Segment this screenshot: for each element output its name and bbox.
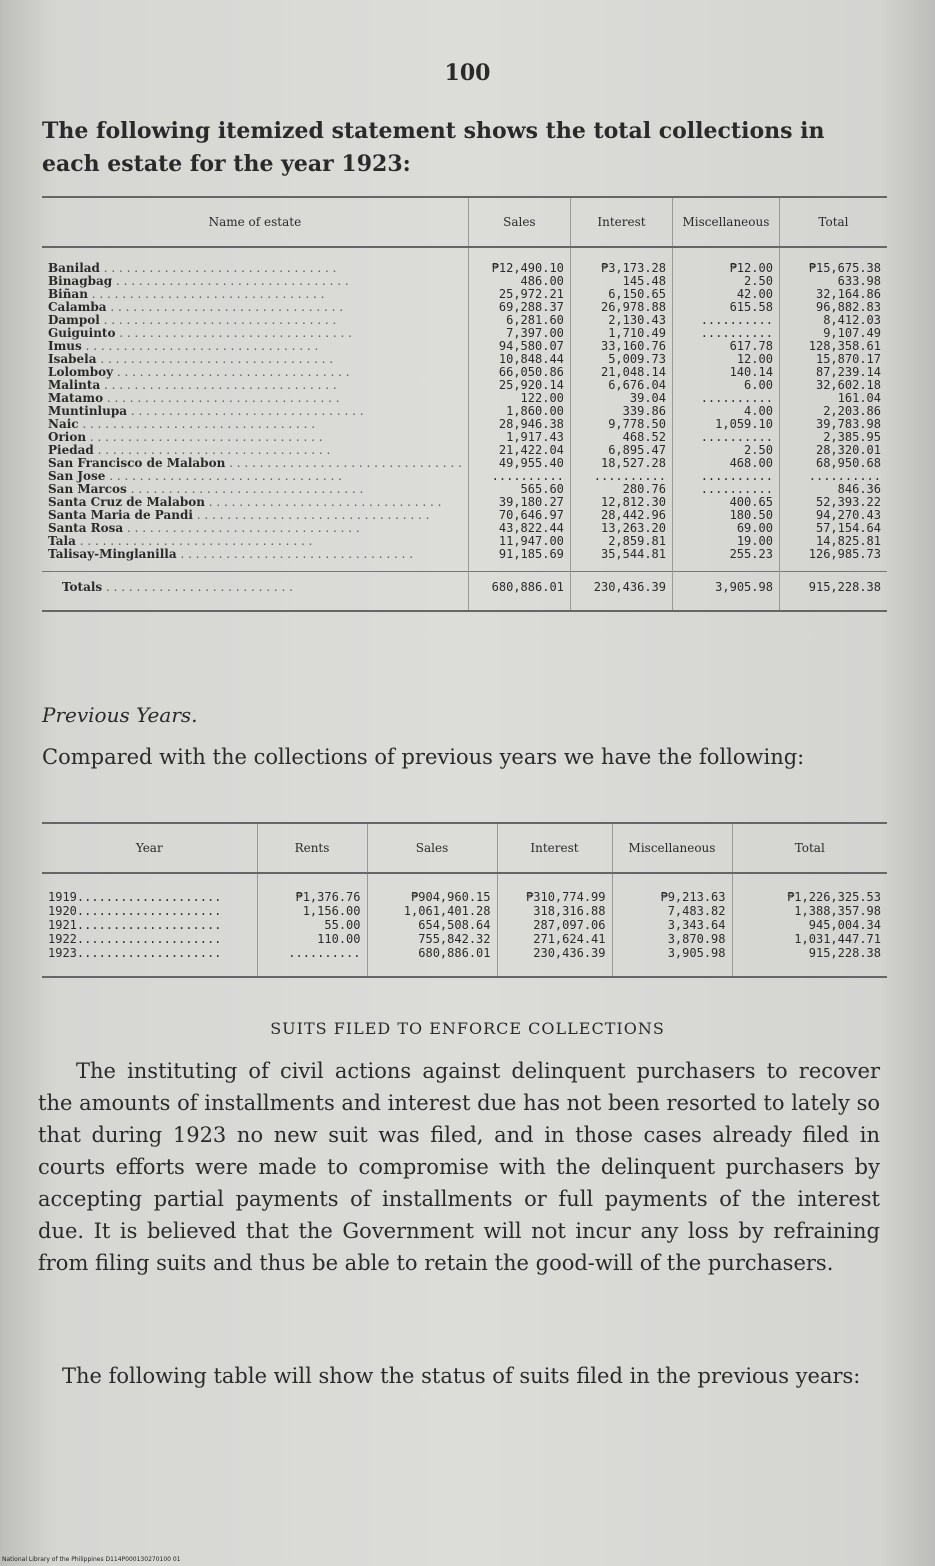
cell-misc: 69.00 xyxy=(673,522,780,535)
cell-total: 15,870.17 xyxy=(779,353,887,366)
suits-paragraph: The instituting of civil actions against delinquent purchasers to recover the amounts of installments and interest due has not been resorted to lately so that during 1923 no new suit was filed, and in those cases already filed in courts efforts were made to compromise with the delinquent purchasers by accepting partial payments of installments or full payments of the interest due. It is believed that the Government will not incur any loss by refraining from filing suits and thus be able to retain the good-will of the purchasers. xyxy=(38,1059,880,1275)
cell-total: 32,602.18 xyxy=(779,379,887,392)
dot-leader: . . . . . . . . . . . . . . . . . . . . . . . . . . . . . . . xyxy=(115,327,352,340)
cell-total: 39,783.98 xyxy=(779,418,887,431)
cell-total: 2,385.95 xyxy=(779,431,887,444)
suits-follow-paragraph: The following table will show the status of suits filed in the previous years: xyxy=(62,1364,861,1388)
cell-sales: 755,842.32 xyxy=(367,932,497,946)
cell-sales: 28,946.38 xyxy=(468,418,570,431)
cell-interest: 230,436.39 xyxy=(497,946,612,977)
dot-leader: . . . . . . . . . . . . . . . . . . . . . . . . . . . . . . . xyxy=(103,392,340,405)
cell-misc: 6.00 xyxy=(673,379,780,392)
cell-total: ₱1,226,325.53 xyxy=(732,873,887,904)
dot-leader: .................... xyxy=(76,932,222,946)
cell-misc: .......... xyxy=(673,314,780,327)
cell-misc: 140.14 xyxy=(673,366,780,379)
cell-sales: ₱904,960.15 xyxy=(367,873,497,904)
cell-interest: 468.52 xyxy=(570,431,672,444)
cell-interest: 9,778.50 xyxy=(570,418,672,431)
cell-interest: 13,263.20 xyxy=(570,522,672,535)
cell-interest: 2,130.43 xyxy=(570,314,672,327)
cell-sales: 25,972.21 xyxy=(468,288,570,301)
cell-interest: 287,097.06 xyxy=(497,918,612,932)
cell-rents: 1,156.00 xyxy=(257,904,367,918)
cell-misc: .......... xyxy=(673,470,780,483)
cell-sales: 1,860.00 xyxy=(468,405,570,418)
cell-interest: 5,009.73 xyxy=(570,353,672,366)
cell-misc: 617.78 xyxy=(673,340,780,353)
table-row xyxy=(42,904,887,918)
estate-name: Muntinlupa . . . . . . . . . . . . . . . . . . . . . . . . . . . . . . . xyxy=(48,405,364,418)
cell-total: 633.98 xyxy=(779,275,887,288)
cell-misc: 3,905.98 xyxy=(612,946,732,977)
cell-sales: 21,422.04 xyxy=(468,444,570,457)
cell-sales: .......... xyxy=(468,470,570,483)
dot-leader: . . . . . . . . . . . . . . . . . . . . . . . . . . . . . . . xyxy=(127,405,364,418)
cell-sales: 486.00 xyxy=(468,275,570,288)
cell-misc: 2.50 xyxy=(673,275,780,288)
cell-sales: 49,955.40 xyxy=(468,457,570,470)
cell-total: 9,107.49 xyxy=(779,327,887,340)
dot-leader: .................... xyxy=(76,946,222,960)
dot-leader: . . . . . . . . . . . . . . . . . . . . . . . . . . . . . . . xyxy=(225,457,462,470)
cell-total: 52,393.22 xyxy=(779,496,887,509)
dot-leader: . . . . . . . . . . . . . . . . . . . . . . . . . . . . . . . xyxy=(86,431,323,444)
dot-leader: . . . . . . . . . . . . . . . . . . . . . . . . . . . . . . . xyxy=(81,340,319,353)
cell-sales: 94,580.07 xyxy=(468,340,570,353)
estate-name: Matamo . . . . . . . . . . . . . . . . . . . . . . . . . . . . . . . xyxy=(48,392,340,405)
cell-misc: .......... xyxy=(673,483,780,496)
header-interest: Interest xyxy=(497,823,612,873)
totals-label: Totals . . . . . . . . . . . . . . . . . . . . . . . . . xyxy=(42,572,468,612)
cell-interest: 6,895.47 xyxy=(570,444,672,457)
dot-leader: . . . . . . . . . . . . . . . . . . . . . . . . . . . . . . . xyxy=(87,288,325,301)
cell-sales: 10,848.44 xyxy=(468,353,570,366)
totals-interest: 230,436.39 xyxy=(570,572,672,612)
cell-total: ₱15,675.38 xyxy=(779,247,887,275)
cell-misc: 12.00 xyxy=(673,353,780,366)
dot-leader: . . . . . . . . . . . . . . . . . . . . . . . . . . . . . . . xyxy=(204,496,442,509)
table-row xyxy=(42,247,887,275)
cell-total: 14,825.81 xyxy=(779,535,887,548)
cell-rents: 55.00 xyxy=(257,918,367,932)
dot-leader: . . . . . . . . . . . . . . . . . . . . . . . . . . . . . . . xyxy=(123,522,360,535)
cell-total: 945,004.34 xyxy=(732,918,887,932)
cell-misc: 615.58 xyxy=(673,301,780,314)
dot-leader: . . . . . . . . . . . . . . . . . . . . . . . . . . . . . . . xyxy=(126,483,364,496)
years-table-body xyxy=(42,873,887,977)
cell-interest: .......... xyxy=(570,470,672,483)
cell-misc: 1,059.10 xyxy=(673,418,780,431)
cell-interest: 26,978.88 xyxy=(570,301,672,314)
cell-total: 57,154.64 xyxy=(779,522,887,535)
estate-name: Calamba . . . . . . . . . . . . . . . . . . . . . . . . . . . . . . . xyxy=(48,301,344,314)
cell-year: 1923.................... xyxy=(48,946,222,960)
dot-leader: . . . . . . . . . . . . . . . . . . . . . . . . . . . . . . . xyxy=(112,275,349,288)
cell-total: 96,882.83 xyxy=(779,301,887,314)
cell-total: 28,320.01 xyxy=(779,444,887,457)
estate-name: Orion . . . . . . . . . . . . . . . . . . . . . . . . . . . . . . . xyxy=(48,431,323,444)
cell-sales: ₱12,490.10 xyxy=(468,247,570,275)
estate-name: Guiguinto . . . . . . . . . . . . . . . . . . . . . . . . . . . . . . . xyxy=(48,327,352,340)
cell-interest: 6,150.65 xyxy=(570,288,672,301)
header-total: Total xyxy=(779,197,887,247)
estate-totals-row xyxy=(42,572,887,612)
table-row xyxy=(42,918,887,932)
totals-sales: 680,886.01 xyxy=(468,572,570,612)
estate-name: Talisay-Minglanilla . . . . . . . . . . . . . . . . . . . . . . . . . . . . . . . xyxy=(48,548,414,561)
estate-collections-table xyxy=(42,196,887,612)
page-number: 100 xyxy=(444,60,491,86)
cell-sales: 69,288.37 xyxy=(468,301,570,314)
dot-leader: .................... xyxy=(76,890,222,904)
estate-name: Imus . . . . . . . . . . . . . . . . . . . . . . . . . . . . . . . xyxy=(48,340,319,353)
cell-total: 1,031,447.71 xyxy=(732,932,887,946)
estate-name: Dampol . . . . . . . . . . . . . . . . . . . . . . . . . . . . . . . xyxy=(48,314,337,327)
header-miscellaneous: Miscellaneous xyxy=(673,197,780,247)
header-sales: Sales xyxy=(367,823,497,873)
header-interest: Interest xyxy=(570,197,672,247)
header-name-of-estate: Name of estate xyxy=(42,197,468,247)
cell-total: 87,239.14 xyxy=(779,366,887,379)
dot-leader: . . . . . . . . . . . . . . . . . . . . . . . . . . . . . . . xyxy=(78,418,316,431)
estate-name: Tala . . . . . . . . . . . . . . . . . . . . . . . . . . . . . . . xyxy=(48,535,313,548)
previous-years-table xyxy=(42,822,887,978)
cell-misc: 3,870.98 xyxy=(612,932,732,946)
cell-total: 915,228.38 xyxy=(732,946,887,977)
estate-name: Malinta . . . . . . . . . . . . . . . . . . . . . . . . . . . . . . . xyxy=(48,379,337,392)
header-miscellaneous: Miscellaneous xyxy=(612,823,732,873)
intro-paragraph: The following itemized statement shows the total collections in each estate for the year 1923: xyxy=(42,118,825,177)
cell-year: 1922.................... xyxy=(48,932,222,946)
estate-name: Santa Rosa . . . . . . . . . . . . . . . . . . . . . . . . . . . . . . . xyxy=(48,522,360,535)
cell-misc: 180.50 xyxy=(673,509,780,522)
cell-total: 32,164.86 xyxy=(779,288,887,301)
dot-leader: . . . . . . . . . . . . . . . . . . . . . . . . . . . . . . . xyxy=(192,509,430,522)
cell-interest: ₱3,173.28 xyxy=(570,247,672,275)
cell-interest: 339.86 xyxy=(570,405,672,418)
cell-misc: 2.50 xyxy=(673,444,780,457)
cell-total: 94,270.43 xyxy=(779,509,887,522)
cell-interest: 18,527.28 xyxy=(570,457,672,470)
cell-sales: 1,061,401.28 xyxy=(367,904,497,918)
cell-interest: 28,442.96 xyxy=(570,509,672,522)
estate-name: Piedad . . . . . . . . . . . . . . . . . . . . . . . . . . . . . . . xyxy=(48,444,331,457)
cell-total: .......... xyxy=(779,470,887,483)
cell-misc: 42.00 xyxy=(673,288,780,301)
estate-name: San Francisco de Malabon . . . . . . . . . . . . . . . . . . . . . . . . . . . . . . . xyxy=(48,457,462,470)
dot-leader: . . . . . . . . . . . . . . . . . . . . . . . . . . . . . . . xyxy=(99,261,337,275)
cell-rents: .......... xyxy=(257,946,367,977)
estate-name: Banilad . . . . . . . . . . . . . . . . . . . . . . . . . . . . . . . xyxy=(48,261,337,275)
header-rents: Rents xyxy=(257,823,367,873)
cell-misc: .......... xyxy=(673,327,780,340)
cell-interest: 12,812.30 xyxy=(570,496,672,509)
cell-sales: 565.60 xyxy=(468,483,570,496)
cell-misc: 3,343.64 xyxy=(612,918,732,932)
dot-leader: . . . . . . . . . . . . . . . . . . . . . . . . . . . . . . . xyxy=(75,535,313,548)
suits-heading: SUITS FILED TO ENFORCE COLLECTIONS xyxy=(270,1019,665,1038)
previous-years-heading: Previous Years. xyxy=(42,703,198,727)
estate-name: Santa Maria de Pandi . . . . . . . . . . . . . . . . . . . . . . . . . . . . . . . xyxy=(48,509,430,522)
cell-sales: 66,050.86 xyxy=(468,366,570,379)
cell-interest: 271,624.41 xyxy=(497,932,612,946)
header-sales: Sales xyxy=(468,197,570,247)
cell-year: 1921.................... xyxy=(48,918,222,932)
cell-sales: 7,397.00 xyxy=(468,327,570,340)
compare-paragraph: Compared with the collections of previous years we have the following: xyxy=(42,745,805,769)
cell-sales: 680,886.01 xyxy=(367,946,497,977)
cell-total: 128,358.61 xyxy=(779,340,887,353)
dot-leader: . . . . . . . . . . . . . . . . . . . . . . . . . . . . . . . xyxy=(176,548,414,561)
cell-year: 1919.................... xyxy=(48,890,222,904)
dot-leader: . . . . . . . . . . . . . . . . . . . . . . . . . . . . . . . xyxy=(96,353,334,366)
cell-sales: 654,508.64 xyxy=(367,918,497,932)
cell-misc: 400.65 xyxy=(673,496,780,509)
dot-leader: .................... xyxy=(76,904,222,918)
cell-misc: ₱9,213.63 xyxy=(612,873,732,904)
cell-sales: 11,947.00 xyxy=(468,535,570,548)
estate-name: Biñan . . . . . . . . . . . . . . . . . . . . . . . . . . . . . . . xyxy=(48,288,325,301)
dot-leader: . . . . . . . . . . . . . . . . . . . . . . . . . . . . . . . xyxy=(93,444,331,457)
cell-total: 161.04 xyxy=(779,392,887,405)
cell-interest: 33,160.76 xyxy=(570,340,672,353)
estate-name: Naic . . . . . . . . . . . . . . . . . . . . . . . . . . . . . . . xyxy=(48,418,316,431)
dot-leader: . . . . . . . . . . . . . . . . . . . . . . . . . . . . . . . xyxy=(105,470,342,483)
cell-sales: 122.00 xyxy=(468,392,570,405)
cell-interest: 280.76 xyxy=(570,483,672,496)
cell-total: 2,203.86 xyxy=(779,405,887,418)
estate-name: Santa Cruz de Malabon . . . . . . . . . . . . . . . . . . . . . . . . . . . . . . . xyxy=(48,496,442,509)
dot-leader: . . . . . . . . . . . . . . . . . . . . . . . . . . . . . . . xyxy=(99,314,337,327)
cell-sales: 1,917.43 xyxy=(468,431,570,444)
cell-total: 68,950.68 xyxy=(779,457,887,470)
header-year: Year xyxy=(42,823,257,873)
cell-misc: 19.00 xyxy=(673,535,780,548)
cell-total: 8,412.03 xyxy=(779,314,887,327)
table-row xyxy=(42,946,887,977)
library-credit: National Library of the Philippines D114P000130270100 01 xyxy=(2,1556,181,1563)
cell-misc: .......... xyxy=(673,392,780,405)
cell-interest: 21,048.14 xyxy=(570,366,672,379)
cell-total: 126,985.73 xyxy=(779,548,887,572)
cell-interest: 39.04 xyxy=(570,392,672,405)
cell-sales: 39,180.27 xyxy=(468,496,570,509)
cell-sales: 91,185.69 xyxy=(468,548,570,572)
table-row xyxy=(42,548,887,572)
cell-misc: 255.23 xyxy=(673,548,780,572)
cell-sales: 70,646.97 xyxy=(468,509,570,522)
totals-leader: . . . . . . . . . . . . . . . . . . . . . . . . . xyxy=(102,580,293,594)
cell-misc: 4.00 xyxy=(673,405,780,418)
cell-interest: ₱310,774.99 xyxy=(497,873,612,904)
cell-interest: 35,544.81 xyxy=(570,548,672,572)
estate-name: Isabela . . . . . . . . . . . . . . . . . . . . . . . . . . . . . . . xyxy=(48,353,334,366)
table-row xyxy=(42,932,887,946)
table-row xyxy=(42,873,887,904)
cell-misc: .......... xyxy=(673,431,780,444)
estate-name: San Jose . . . . . . . . . . . . . . . . . . . . . . . . . . . . . . . xyxy=(48,470,342,483)
estate-name: San Marcos . . . . . . . . . . . . . . . . . . . . . . . . . . . . . . . xyxy=(48,483,364,496)
cell-interest: 1,710.49 xyxy=(570,327,672,340)
cell-rents: ₱1,376.76 xyxy=(257,873,367,904)
totals-total: 915,228.38 xyxy=(779,572,887,612)
cell-year: 1920.................... xyxy=(48,904,222,918)
estate-name: Lolomboy . . . . . . . . . . . . . . . . . . . . . . . . . . . . . . . xyxy=(48,366,350,379)
dot-leader: . . . . . . . . . . . . . . . . . . . . . . . . . . . . . . . xyxy=(100,379,337,392)
cell-sales: 43,822.44 xyxy=(468,522,570,535)
estate-name: Binagbag . . . . . . . . . . . . . . . . . . . . . . . . . . . . . . . xyxy=(48,275,349,288)
years-table-header xyxy=(42,823,887,873)
cell-sales: 6,281.60 xyxy=(468,314,570,327)
cell-rents: 110.00 xyxy=(257,932,367,946)
cell-interest: 2,859.81 xyxy=(570,535,672,548)
cell-misc: ₱12.00 xyxy=(673,247,780,275)
cell-total: 1,388,357.98 xyxy=(732,904,887,918)
totals-misc: 3,905.98 xyxy=(673,572,780,612)
cell-interest: 6,676.04 xyxy=(570,379,672,392)
dot-leader: .................... xyxy=(76,918,222,932)
dot-leader: . . . . . . . . . . . . . . . . . . . . . . . . . . . . . . . xyxy=(113,366,350,379)
cell-misc: 468.00 xyxy=(673,457,780,470)
cell-interest: 145.48 xyxy=(570,275,672,288)
cell-interest: 318,316.88 xyxy=(497,904,612,918)
cell-misc: 7,483.82 xyxy=(612,904,732,918)
estate-table-body xyxy=(42,247,887,572)
header-total: Total xyxy=(732,823,887,873)
dot-leader: . . . . . . . . . . . . . . . . . . . . . . . . . . . . . . . xyxy=(106,301,344,314)
cell-total: 846.36 xyxy=(779,483,887,496)
cell-sales: 25,920.14 xyxy=(468,379,570,392)
estate-table-header xyxy=(42,197,887,247)
